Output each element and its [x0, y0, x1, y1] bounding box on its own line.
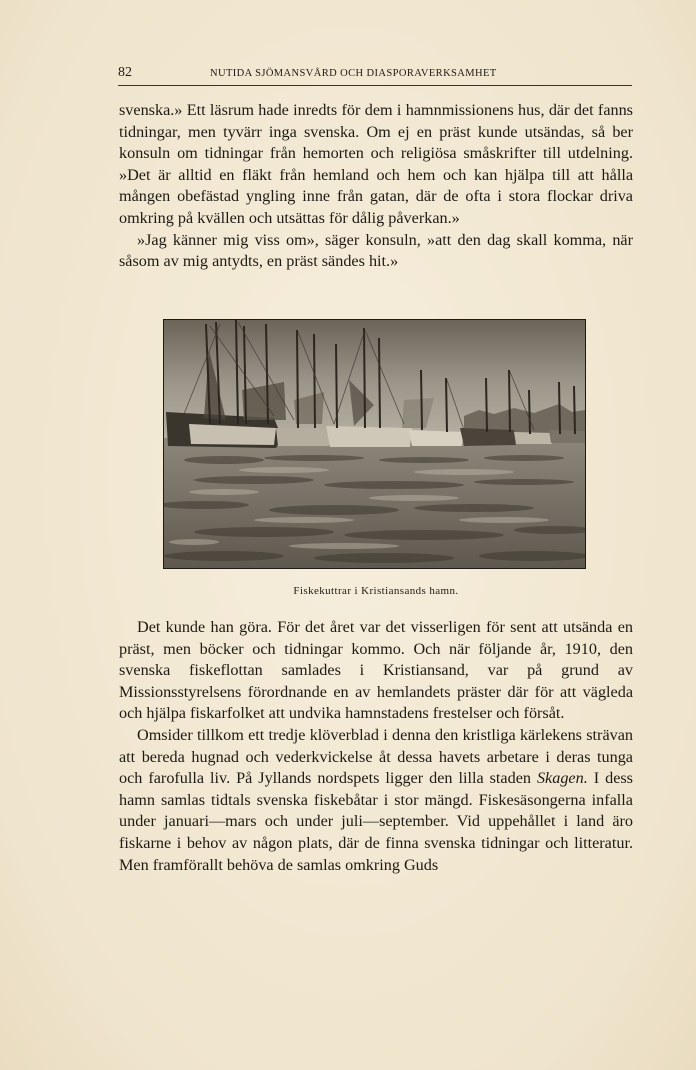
text-run: Omsider tillkom ett tredje klöverblad i denna den kristliga kärlekens strävan att bereda hugnad och vederkvickelse åt dessa havets arbetare i deras tunga och farofulla liv. På Jyllands nordspets ligger den lilla staden — [119, 725, 633, 788]
photo-caption: Fiskekuttrar i Kristiansands hamn. — [293, 585, 459, 597]
paragraph — [119, 725, 633, 876]
page-number: 82 — [118, 65, 132, 80]
page-header — [118, 63, 632, 86]
running-head: NUTIDA SJÖMANSVÅRD OCH DIASPORAVERKSAMHET — [210, 68, 497, 79]
harbor-photograph — [163, 319, 586, 569]
text-run: I dess hamn samlas tidtals svenska fiskebåtar i stor mängd. Fiskesäsongerna infalla under januari—mars och under juli—september. Vid uppehållet i land äro fiskarne i behov av någon plats, där de finna svenska tidningar och litteratur. Men framförallt behöva de samlas omkring Guds — [119, 769, 633, 874]
text-block-bottom — [119, 617, 633, 876]
text-block-top — [119, 100, 633, 273]
place-name-italic: Skagen. — [536, 769, 588, 788]
paragraph: »Jag känner mig viss om», säger konsuln, »att den dag skall komma, när såsom av mig antydts, en präst sändes hit.» — [119, 230, 633, 271]
paragraph: svenska.» Ett läsrum hade inredts för dem i hamnmissionens hus, där det fanns tidningar, men tyvärr inga svenska. Om ej en präst kunde utsändas, så ber konsuln om tidningar från hemorten och religiösa småskrifter till utdelning. »Det är alltid en fläkt från hemland och hem och kan hjälpa till att hålla mången obefästad yngling inne från gatan, där de ofta i stora flockar driva omkring på kvällen och utsättas för dålig påverkan.» — [119, 101, 633, 227]
paragraph: Det kunde han göra. För det året var det visserligen för sent att utsända en präst, men böcker och tidningar kommo. Och när följande år, 1910, den svenska fiskeflottan samlades i Kristiansand, var på grund av Missionsstyrelsens förordnande en av hemlandets präster där för att vägleda och hjälpa fiskarfolket att undvika hamnstadens frestelser och försåt. — [119, 618, 633, 723]
